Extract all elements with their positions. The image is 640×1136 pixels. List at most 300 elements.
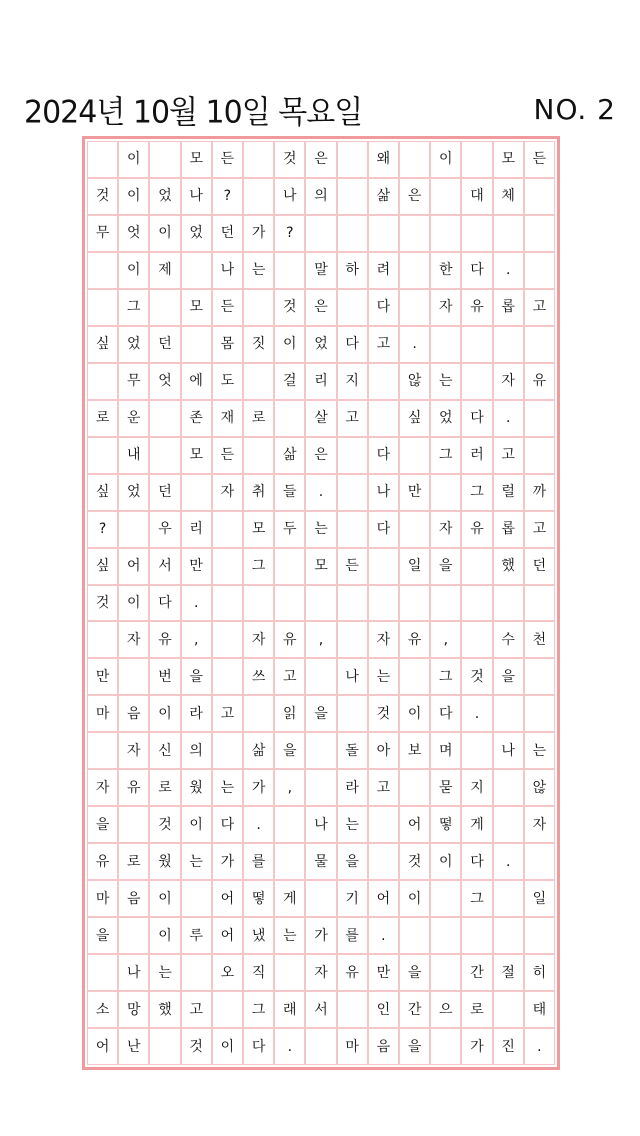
manuscript-cell (430, 326, 461, 363)
manuscript-cell (430, 178, 461, 215)
manuscript-cell: 자 (118, 732, 149, 769)
manuscript-cell (337, 178, 368, 215)
manuscript-cell (243, 289, 274, 326)
manuscript-cell: 는 (274, 917, 305, 954)
manuscript-cell (337, 991, 368, 1028)
manuscript-cell (243, 141, 274, 178)
manuscript-cell: 것 (399, 843, 430, 880)
manuscript-cell: 다 (368, 511, 399, 548)
manuscript-cell: 고 (524, 511, 555, 548)
manuscript-cell (212, 621, 243, 658)
manuscript-cell: 만 (399, 474, 430, 511)
manuscript-cell: 이 (274, 326, 305, 363)
manuscript-cell: 재 (212, 400, 243, 437)
manuscript-cell: 은 (305, 141, 336, 178)
manuscript-cell: 한 (430, 252, 461, 289)
manuscript-cell: 이 (212, 1028, 243, 1065)
manuscript-cell: 고 (212, 695, 243, 732)
manuscript-cell (337, 289, 368, 326)
manuscript-cell: 유 (337, 954, 368, 991)
manuscript-cell: 음 (118, 880, 149, 917)
manuscript-cell: 을 (305, 695, 336, 732)
manuscript-cell: 게 (461, 806, 492, 843)
manuscript-cell (181, 474, 212, 511)
manuscript-cell: 나 (212, 252, 243, 289)
manuscript-cell: 이 (399, 880, 430, 917)
manuscript-cell: 묻 (430, 769, 461, 806)
manuscript-cell (368, 806, 399, 843)
manuscript-cell: 소 (87, 991, 118, 1028)
manuscript-cell (524, 658, 555, 695)
manuscript-cell (212, 732, 243, 769)
manuscript-cell: 쓰 (243, 658, 274, 695)
manuscript-cell (493, 806, 524, 843)
manuscript-cell: 를 (337, 917, 368, 954)
manuscript-cell: 고 (274, 658, 305, 695)
manuscript-cell: 는 (149, 954, 180, 991)
manuscript-cell: 서 (305, 991, 336, 1028)
manuscript-cell: 했 (493, 548, 524, 585)
manuscript-cell (87, 363, 118, 400)
manuscript-cell (461, 917, 492, 954)
manuscript-cell (399, 585, 430, 622)
manuscript-cell (181, 252, 212, 289)
manuscript-cell (337, 695, 368, 732)
manuscript-cell: 제 (149, 252, 180, 289)
manuscript-cell: 말 (305, 252, 336, 289)
manuscript-cell: 든 (212, 141, 243, 178)
manuscript-cell: 어 (212, 917, 243, 954)
manuscript-cell (461, 585, 492, 622)
manuscript-cell (274, 548, 305, 585)
manuscript-cell: 어 (368, 880, 399, 917)
manuscript-cell: 이 (118, 585, 149, 622)
manuscript-cell: 루 (181, 917, 212, 954)
manuscript-cell: 고 (368, 326, 399, 363)
manuscript-cell: 음 (118, 695, 149, 732)
manuscript-cell: 나 (337, 658, 368, 695)
manuscript-cell: . (493, 400, 524, 437)
manuscript-cell: 자 (524, 806, 555, 843)
manuscript-cell: . (243, 806, 274, 843)
manuscript-cell: 삶 (243, 732, 274, 769)
manuscript-cell: 고 (368, 769, 399, 806)
manuscript-cell (524, 178, 555, 215)
manuscript-cell (399, 289, 430, 326)
manuscript-cell: 몸 (212, 326, 243, 363)
manuscript-cell: 까 (524, 474, 555, 511)
manuscript-cell: 었 (118, 474, 149, 511)
manuscript-cell: 것 (149, 806, 180, 843)
manuscript-cell (243, 695, 274, 732)
manuscript-cell: 절 (493, 954, 524, 991)
manuscript-cell: 마 (87, 695, 118, 732)
manuscript-cell: 든 (212, 437, 243, 474)
manuscript-cell (87, 437, 118, 474)
manuscript-cell: 물 (305, 843, 336, 880)
manuscript-cell: 보 (399, 732, 430, 769)
manuscript-cell: 고 (493, 437, 524, 474)
manuscript-cell: 걸 (274, 363, 305, 400)
manuscript-cell: 을 (181, 658, 212, 695)
manuscript-cell: 유 (87, 843, 118, 880)
manuscript-cell: 은 (399, 178, 430, 215)
manuscript-cell (305, 585, 336, 622)
manuscript-cell (274, 954, 305, 991)
manuscript-cell: 라 (337, 769, 368, 806)
manuscript-cell: 지 (337, 363, 368, 400)
manuscript-cell: 우 (149, 511, 180, 548)
manuscript-cell: 망 (118, 991, 149, 1028)
manuscript-cell: 어 (212, 880, 243, 917)
manuscript-cell: 든 (524, 141, 555, 178)
manuscript-cell (368, 843, 399, 880)
manuscript-cell: 번 (149, 658, 180, 695)
manuscript-cell: 자 (118, 621, 149, 658)
diary-date: 2024년 10월 10일 목요일 (24, 94, 363, 132)
manuscript-cell: 는 (181, 843, 212, 880)
manuscript-cell: 했 (149, 991, 180, 1028)
manuscript-cell: 었 (430, 400, 461, 437)
manuscript-cell: . (274, 1028, 305, 1065)
manuscript-cell: . (181, 585, 212, 622)
manuscript-cell: 엇 (118, 215, 149, 252)
manuscript-cell (337, 511, 368, 548)
manuscript-cell: 이 (149, 215, 180, 252)
page-number: NO. 2 (533, 92, 616, 126)
manuscript-cell: 자 (368, 621, 399, 658)
manuscript-cell: . (305, 474, 336, 511)
manuscript-cell: 나 (118, 954, 149, 991)
manuscript-cell: ? (212, 178, 243, 215)
manuscript-cell: . (399, 326, 430, 363)
manuscript-cell: 난 (118, 1028, 149, 1065)
manuscript-cell: 체 (493, 178, 524, 215)
manuscript-cell: 만 (181, 548, 212, 585)
manuscript-cell: 떻 (243, 880, 274, 917)
manuscript-cell: 무 (87, 215, 118, 252)
manuscript-cell: 롭 (493, 511, 524, 548)
manuscript-cell (430, 585, 461, 622)
manuscript-cell: 모 (305, 548, 336, 585)
manuscript-cell: 나 (274, 178, 305, 215)
manuscript-cell (305, 732, 336, 769)
manuscript-cell: 다 (212, 806, 243, 843)
manuscript-cell: 게 (274, 880, 305, 917)
manuscript-cell: 는 (524, 732, 555, 769)
manuscript-cell: 이 (430, 843, 461, 880)
manuscript-cell (337, 215, 368, 252)
manuscript-cell: 나 (493, 732, 524, 769)
manuscript-cell: 가 (243, 215, 274, 252)
manuscript-cell: 으 (430, 991, 461, 1028)
manuscript-cell: , (274, 769, 305, 806)
manuscript-cell (461, 215, 492, 252)
manuscript-cell: 에 (181, 363, 212, 400)
manuscript-cell: 는 (305, 511, 336, 548)
manuscript-cell: 가 (305, 917, 336, 954)
manuscript-cell (493, 215, 524, 252)
manuscript-cell: , (181, 621, 212, 658)
manuscript-cell (368, 215, 399, 252)
manuscript-cell (524, 843, 555, 880)
manuscript-cell: 자 (212, 474, 243, 511)
manuscript-cell (337, 474, 368, 511)
manuscript-cell (212, 511, 243, 548)
manuscript-cell: 다 (461, 843, 492, 880)
manuscript-cell: 서 (149, 548, 180, 585)
manuscript-cell: 그 (243, 991, 274, 1028)
manuscript-cell: 로 (243, 400, 274, 437)
manuscript-cell: 무 (118, 363, 149, 400)
manuscript-cell: 수 (493, 621, 524, 658)
manuscript-cell: 리 (305, 363, 336, 400)
manuscript-grid (82, 136, 560, 1070)
manuscript-cell: 러 (461, 437, 492, 474)
manuscript-cell: 나 (305, 806, 336, 843)
manuscript-cell: . (493, 252, 524, 289)
manuscript-cell: 롭 (493, 289, 524, 326)
manuscript-cell (118, 658, 149, 695)
manuscript-cell (524, 917, 555, 954)
manuscript-cell (461, 363, 492, 400)
manuscript-cell: 것 (274, 141, 305, 178)
manuscript-cell: 그 (430, 658, 461, 695)
manuscript-cell (524, 585, 555, 622)
manuscript-cell: 기 (337, 880, 368, 917)
manuscript-cell (493, 769, 524, 806)
manuscript-cell: 던 (149, 326, 180, 363)
manuscript-cell: 자 (87, 769, 118, 806)
manuscript-cell: 이 (149, 917, 180, 954)
manuscript-cell: 웠 (149, 843, 180, 880)
manuscript-cell: 오 (212, 954, 243, 991)
manuscript-cell: 지 (461, 769, 492, 806)
manuscript-cell: 은 (305, 437, 336, 474)
manuscript-cell: 삶 (274, 437, 305, 474)
manuscript-cell: 인 (368, 991, 399, 1028)
manuscript-cell: 천 (524, 621, 555, 658)
manuscript-cell: 는 (337, 806, 368, 843)
manuscript-cell: 었 (181, 215, 212, 252)
manuscript-cell: 모 (181, 289, 212, 326)
manuscript-cell (493, 695, 524, 732)
manuscript-cell: 것 (274, 289, 305, 326)
manuscript-cell: 이 (430, 141, 461, 178)
manuscript-cell: 간 (399, 991, 430, 1028)
manuscript-cell: 것 (461, 658, 492, 695)
manuscript-cell: 의 (305, 178, 336, 215)
manuscript-cell: 두 (274, 511, 305, 548)
manuscript-cell: 든 (212, 289, 243, 326)
manuscript-cell: 다 (461, 252, 492, 289)
manuscript-cell (368, 400, 399, 437)
manuscript-cell (368, 548, 399, 585)
manuscript-cell: 웠 (181, 769, 212, 806)
manuscript-cell: 이 (149, 695, 180, 732)
manuscript-cell: 대 (461, 178, 492, 215)
manuscript-cell (87, 289, 118, 326)
manuscript-cell: 싶 (87, 548, 118, 585)
manuscript-cell: 그 (430, 437, 461, 474)
manuscript-cell (337, 585, 368, 622)
manuscript-cell (149, 1028, 180, 1065)
manuscript-cell (524, 437, 555, 474)
manuscript-cell: 유 (149, 621, 180, 658)
manuscript-cell: ? (87, 511, 118, 548)
manuscript-cell: 유 (399, 621, 430, 658)
manuscript-cell (399, 769, 430, 806)
manuscript-cell: 를 (243, 843, 274, 880)
manuscript-cell: , (305, 621, 336, 658)
manuscript-cell (524, 252, 555, 289)
manuscript-cell: 것 (181, 1028, 212, 1065)
manuscript-cell: 자 (305, 954, 336, 991)
manuscript-cell: 삶 (368, 178, 399, 215)
manuscript-cell: 떻 (430, 806, 461, 843)
manuscript-cell (524, 326, 555, 363)
manuscript-cell: 을 (399, 954, 430, 991)
manuscript-cell: 모 (181, 141, 212, 178)
manuscript-cell: 가 (243, 769, 274, 806)
manuscript-cell: 가 (461, 1028, 492, 1065)
manuscript-cell (305, 658, 336, 695)
manuscript-cell: 자 (430, 511, 461, 548)
manuscript-cell (461, 141, 492, 178)
manuscript-cell: 었 (149, 178, 180, 215)
manuscript-cell: 어 (399, 806, 430, 843)
manuscript-cell (212, 658, 243, 695)
page-header (24, 86, 616, 132)
manuscript-cell: 다 (461, 400, 492, 437)
manuscript-cell (212, 548, 243, 585)
manuscript-cell: 나 (368, 474, 399, 511)
manuscript-cell: 살 (305, 400, 336, 437)
manuscript-cell: 그 (118, 289, 149, 326)
manuscript-cell: 이 (181, 806, 212, 843)
manuscript-cell: 로 (87, 400, 118, 437)
manuscript-cell: ? (274, 215, 305, 252)
manuscript-cell (305, 880, 336, 917)
manuscript-cell: . (524, 1028, 555, 1065)
manuscript-cell: 마 (87, 880, 118, 917)
manuscript-cell: 이 (118, 252, 149, 289)
manuscript-cell (524, 695, 555, 732)
manuscript-cell: . (368, 917, 399, 954)
manuscript-cell: 래 (274, 991, 305, 1028)
manuscript-cell (524, 215, 555, 252)
manuscript-cell (305, 769, 336, 806)
manuscript-cell: 만 (87, 658, 118, 695)
manuscript-cell (149, 141, 180, 178)
manuscript-cell: 이 (399, 695, 430, 732)
manuscript-cell: 일 (399, 548, 430, 585)
manuscript-cell: 어 (87, 1028, 118, 1065)
manuscript-cell (368, 363, 399, 400)
manuscript-cell: 간 (461, 954, 492, 991)
manuscript-cell: 유 (118, 769, 149, 806)
manuscript-cell (524, 400, 555, 437)
manuscript-cell (243, 178, 274, 215)
manuscript-cell: 일 (524, 880, 555, 917)
manuscript-cell (243, 437, 274, 474)
manuscript-cell: 는 (243, 252, 274, 289)
manuscript-cell (337, 621, 368, 658)
manuscript-cell: 들 (274, 474, 305, 511)
manuscript-cell: 않 (399, 363, 430, 400)
manuscript-cell: 왜 (368, 141, 399, 178)
manuscript-cell: 다 (149, 585, 180, 622)
manuscript-cell: 을 (274, 732, 305, 769)
manuscript-cell (430, 215, 461, 252)
manuscript-cell: 는 (212, 769, 243, 806)
manuscript-cell: 유 (274, 621, 305, 658)
manuscript-cell: 것 (87, 178, 118, 215)
manuscript-cell: 그 (461, 474, 492, 511)
manuscript-cell: . (461, 695, 492, 732)
manuscript-cell: 고 (337, 400, 368, 437)
manuscript-cell: 것 (368, 695, 399, 732)
manuscript-cell: 어 (118, 548, 149, 585)
manuscript-cell: 만 (368, 954, 399, 991)
manuscript-cell: 자 (243, 621, 274, 658)
manuscript-cell: 음 (368, 1028, 399, 1065)
manuscript-cell (243, 363, 274, 400)
manuscript-cell: 다 (368, 289, 399, 326)
manuscript-cell (274, 806, 305, 843)
manuscript-cell (493, 917, 524, 954)
manuscript-cell (87, 141, 118, 178)
manuscript-cell: 도 (212, 363, 243, 400)
manuscript-cell: 을 (493, 658, 524, 695)
manuscript-cell (461, 621, 492, 658)
manuscript-cell (399, 215, 430, 252)
manuscript-cell: 직 (243, 954, 274, 991)
manuscript-cell: 마 (337, 1028, 368, 1065)
manuscript-cell (118, 917, 149, 954)
manuscript-cell: 럴 (493, 474, 524, 511)
manuscript-cell (493, 585, 524, 622)
manuscript-cell (430, 474, 461, 511)
manuscript-cell: 다 (337, 326, 368, 363)
manuscript-cell: 읽 (274, 695, 305, 732)
manuscript-cell: 자 (430, 289, 461, 326)
manuscript-cell: 을 (337, 843, 368, 880)
manuscript-cell: 의 (181, 732, 212, 769)
manuscript-cell (493, 326, 524, 363)
manuscript-cell: 이 (149, 880, 180, 917)
manuscript-cell (181, 880, 212, 917)
manuscript-cell (399, 141, 430, 178)
manuscript-cell (493, 880, 524, 917)
manuscript-cell: 하 (337, 252, 368, 289)
manuscript-cell (337, 437, 368, 474)
manuscript-cell: 모 (181, 437, 212, 474)
manuscript-cell: 을 (87, 917, 118, 954)
manuscript-cell: 그 (461, 880, 492, 917)
manuscript-cell: 그 (243, 548, 274, 585)
manuscript-cell: 냈 (243, 917, 274, 954)
manuscript-cell: 라 (181, 695, 212, 732)
manuscript-cell: 은 (305, 289, 336, 326)
manuscript-cell (305, 215, 336, 252)
manuscript-cell: 는 (430, 363, 461, 400)
manuscript-cell (118, 806, 149, 843)
manuscript-cell (430, 917, 461, 954)
manuscript-cell: 싶 (87, 474, 118, 511)
manuscript-cell: 다 (243, 1028, 274, 1065)
manuscript-cell: 는 (368, 658, 399, 695)
